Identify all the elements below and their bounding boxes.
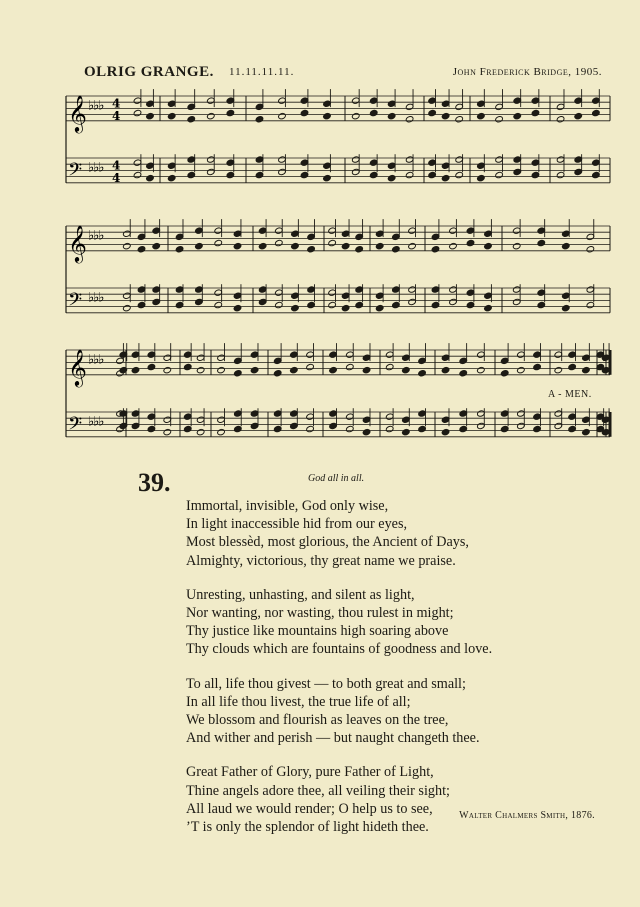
note-head xyxy=(466,239,475,246)
note-head xyxy=(307,246,316,253)
note-head xyxy=(226,171,235,178)
note-head xyxy=(402,366,411,373)
key-signature: ♭♭♭ xyxy=(88,290,104,306)
note-head xyxy=(258,242,267,249)
note-head xyxy=(163,366,172,373)
note-head xyxy=(441,366,450,373)
verse-line: Thy clouds which are fountains of goodness and love. xyxy=(186,641,493,658)
note-head xyxy=(234,425,243,432)
note-head xyxy=(562,304,571,311)
note-head xyxy=(234,370,243,377)
note-head xyxy=(568,425,577,432)
key-signature: ♭♭♭ xyxy=(88,160,104,176)
note-head xyxy=(187,116,196,123)
verse-line: We blossom and flourish as leaves on the tree, xyxy=(186,712,449,729)
time-signature-bottom: 4 xyxy=(112,170,121,185)
verse-line: In all life thou livest, the true life of all; xyxy=(186,693,411,710)
note-head xyxy=(355,246,364,253)
note-head xyxy=(477,174,486,181)
note-head xyxy=(346,363,355,370)
note-head xyxy=(183,363,192,370)
note-head xyxy=(306,363,315,370)
verse-line: Almighty, victorious, thy great name we praise. xyxy=(186,552,456,569)
note-head xyxy=(495,116,504,123)
note-head xyxy=(484,242,493,249)
note-head xyxy=(163,428,172,435)
verse-line: Nor wanting, nor wasting, thou rulest in might; xyxy=(186,605,454,622)
amen-label: A - MEN. xyxy=(548,389,592,400)
key-signature: ♭♭♭ xyxy=(88,414,104,430)
note-head xyxy=(537,239,546,246)
note-head xyxy=(147,363,156,370)
bass-clef: 𝄢 xyxy=(68,289,83,315)
verse-line: In light inaccessible hid from our eyes, xyxy=(186,516,408,533)
note-head xyxy=(183,425,192,432)
note-head xyxy=(392,301,401,308)
note-head xyxy=(533,425,542,432)
note-head xyxy=(195,242,204,249)
note-head xyxy=(341,304,350,311)
note-head xyxy=(255,171,264,178)
note-head xyxy=(328,301,337,308)
note-head xyxy=(477,366,486,373)
note-head xyxy=(554,366,563,373)
music-score xyxy=(60,82,620,452)
note-head xyxy=(328,239,337,246)
note-head xyxy=(405,171,414,178)
text-author-credit: Walter Chalmers Smith, 1876. xyxy=(459,810,595,821)
key-signature: ♭♭♭ xyxy=(88,352,104,368)
stanza xyxy=(186,497,606,570)
note-head xyxy=(341,242,350,249)
note-head xyxy=(175,301,184,308)
note-head xyxy=(369,171,378,178)
note-head xyxy=(531,171,540,178)
note-head xyxy=(556,116,565,123)
time-signature-top: 4 xyxy=(112,96,121,111)
note-head xyxy=(582,366,591,373)
note-head xyxy=(323,174,332,181)
note-head xyxy=(196,428,205,435)
treble-clef: 𝄞 xyxy=(68,223,87,262)
note-head xyxy=(290,366,299,373)
note-head xyxy=(167,112,176,119)
note-head xyxy=(531,109,540,116)
note-head xyxy=(459,425,468,432)
note-head xyxy=(385,425,394,432)
note-head xyxy=(175,246,184,253)
time-signature-bottom: 4 xyxy=(112,108,121,123)
stanza xyxy=(186,763,606,836)
note-head xyxy=(484,304,493,311)
note-head xyxy=(273,425,282,432)
note-head xyxy=(513,112,522,119)
note-head xyxy=(592,109,601,116)
note-head xyxy=(431,301,440,308)
note-head xyxy=(217,428,226,435)
note-head xyxy=(512,242,521,249)
note-head xyxy=(307,301,316,308)
note-head xyxy=(428,109,437,116)
note-head xyxy=(500,370,509,377)
note-head xyxy=(441,174,450,181)
note-head xyxy=(323,112,332,119)
note-head xyxy=(196,366,205,373)
key-signature: ♭♭♭ xyxy=(88,228,104,244)
note-head xyxy=(278,112,287,119)
note-head xyxy=(214,301,223,308)
note-head xyxy=(586,301,595,308)
note-head xyxy=(387,112,396,119)
note-head xyxy=(255,116,264,123)
verse-line: ’T is only the splendor of light hideth thee. xyxy=(186,819,429,836)
tune-meter: 11.11.11.11. xyxy=(229,66,295,78)
note-head xyxy=(133,171,142,178)
note-head xyxy=(517,366,526,373)
note-head xyxy=(466,301,475,308)
note-head xyxy=(123,242,132,249)
time-signature-top: 4 xyxy=(112,158,121,173)
note-head xyxy=(385,363,394,370)
note-head xyxy=(362,428,371,435)
note-head xyxy=(147,425,156,432)
note-head xyxy=(167,174,176,181)
note-head xyxy=(455,171,464,178)
note-head xyxy=(291,304,300,311)
hymn-number: 39. xyxy=(138,468,171,497)
note-head xyxy=(369,109,378,116)
note-head xyxy=(346,425,355,432)
note-head xyxy=(275,301,284,308)
note-head xyxy=(574,112,583,119)
note-head xyxy=(387,174,396,181)
note-head xyxy=(402,428,411,435)
note-head xyxy=(329,366,338,373)
note-head xyxy=(300,171,309,178)
note-head xyxy=(226,109,235,116)
bass-clef: 𝄢 xyxy=(68,413,83,439)
note-head xyxy=(418,370,427,377)
note-head xyxy=(214,239,223,246)
note-head xyxy=(137,246,146,253)
hymn-heading: God all in all. xyxy=(308,473,365,484)
note-head xyxy=(250,366,259,373)
note-head xyxy=(146,112,155,119)
note-head xyxy=(556,171,565,178)
note-head xyxy=(592,171,601,178)
note-head xyxy=(500,425,509,432)
note-head xyxy=(405,116,414,123)
verse-line: Immortal, invisible, God only wise, xyxy=(186,498,389,514)
note-head xyxy=(392,246,401,253)
note-head xyxy=(375,242,384,249)
hymn-verses xyxy=(186,497,606,852)
note-head xyxy=(568,363,577,370)
key-signature: ♭♭♭ xyxy=(88,98,104,114)
note-head xyxy=(233,304,242,311)
note-head xyxy=(137,301,146,308)
note-head xyxy=(562,242,571,249)
note-head xyxy=(533,363,542,370)
note-head xyxy=(217,366,226,373)
note-head xyxy=(133,109,142,116)
note-head xyxy=(441,112,450,119)
verse-line: Thy justice like mountains high soaring above xyxy=(186,623,449,640)
note-head xyxy=(273,370,282,377)
verse-line: Thine angels adore thee, all veiling their sight; xyxy=(186,782,450,799)
note-head xyxy=(207,112,216,119)
note-head xyxy=(306,425,315,432)
composer-credit: John Frederick Bridge, 1905. xyxy=(452,66,602,78)
note-head xyxy=(152,242,161,249)
note-head xyxy=(431,246,440,253)
note-head xyxy=(441,428,450,435)
tune-title: OLRIG GRANGE. xyxy=(84,64,214,80)
note-head xyxy=(455,116,464,123)
treble-clef: 𝄞 xyxy=(68,347,87,386)
note-head xyxy=(477,112,486,119)
note-head xyxy=(586,246,595,253)
note-head xyxy=(275,239,284,246)
verse-line: Great Father of Glory, pure Father of Light, xyxy=(186,764,434,781)
note-head xyxy=(352,112,361,119)
note-head xyxy=(131,366,140,373)
note-head xyxy=(123,304,132,311)
note-head xyxy=(362,366,371,373)
bass-clef: 𝄢 xyxy=(68,159,83,185)
note-head xyxy=(408,242,417,249)
verse-line: And wither and perish — but naught changeth thee. xyxy=(186,730,480,747)
note-head xyxy=(428,171,437,178)
stanza xyxy=(186,675,606,748)
note-head xyxy=(233,242,242,249)
note-head xyxy=(537,301,546,308)
note-head xyxy=(355,301,364,308)
treble-clef: 𝄞 xyxy=(68,93,87,132)
verse-line: Unresting, unhasting, and silent as light, xyxy=(186,586,415,603)
note-head xyxy=(146,174,155,181)
verse-line: Most blessèd, most glorious, the Ancient of Days, xyxy=(186,534,469,551)
note-head xyxy=(449,242,458,249)
note-head xyxy=(495,171,504,178)
verse-line: To all, life thou givest — to both great and small; xyxy=(186,675,466,692)
note-head xyxy=(300,109,309,116)
note-head xyxy=(375,304,384,311)
note-head xyxy=(418,425,427,432)
verse-line: All laud we would render; O help us to see, xyxy=(186,800,433,817)
note-head xyxy=(582,428,591,435)
note-head xyxy=(459,370,468,377)
note-head xyxy=(291,242,300,249)
note-head xyxy=(187,171,196,178)
stanza xyxy=(186,586,606,659)
